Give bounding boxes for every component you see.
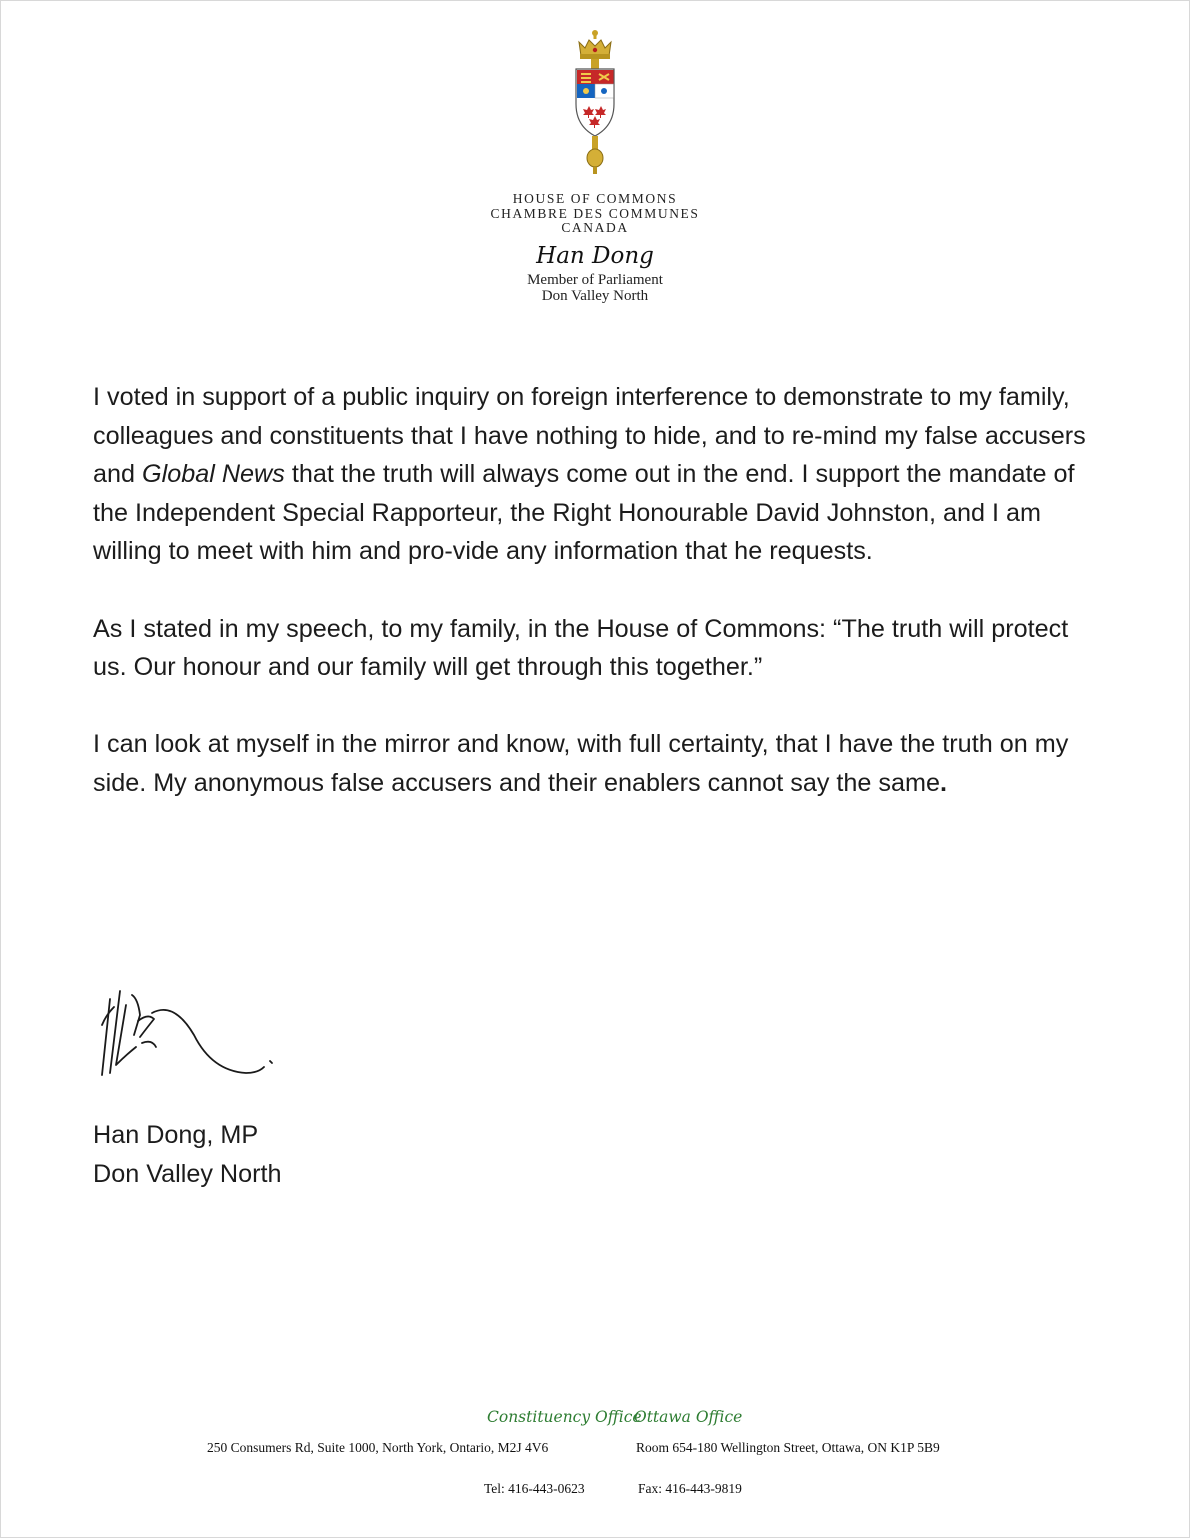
paragraph-1: [93, 378, 1093, 571]
telephone-number: Tel: 416-443-0623: [484, 1481, 585, 1496]
letterhead-mp-name: Han Dong: [536, 242, 654, 269]
paragraph-1-text-a: I voted in support of a public inquiry on foreign interference to demonstrate to my family, colleagues and constituents that I have nothing to hide, and to re-mind my false accusers and: [93, 383, 1086, 489]
paragraph-3: [93, 725, 1093, 802]
letterhead: [0, 28, 1190, 304]
letterhead-mp-title: Member of Parliament: [527, 271, 663, 288]
constituency-address: 250 Consumers Rd, Suite 1000, North York, Ontario, M2J 4V6: [207, 1440, 549, 1455]
ottawa-office-label: Ottawa Office: [634, 1408, 743, 1426]
constituency-office-label: Constituency Office: [487, 1408, 642, 1426]
paragraph-1-italic-source: Global News: [142, 460, 285, 489]
handwritten-signature-icon: [96, 985, 286, 1085]
closing-block: [93, 1116, 282, 1193]
letter-body: [93, 378, 1093, 841]
paragraph-3-end: .: [940, 768, 948, 797]
fax-number: Fax: 416-443-9819: [638, 1481, 742, 1496]
country-name: CANADA: [561, 220, 629, 235]
institution-name-en: HOUSE OF COMMONS: [512, 191, 678, 206]
closing-riding: Don Valley North: [93, 1159, 282, 1188]
paragraph-2: As I stated in my speech, to my family, in the House of Commons: “The truth will protect us. Our honour and our family will get through this together.”: [93, 614, 1069, 682]
closing-name: Han Dong, MP: [93, 1121, 259, 1149]
paragraph-1-text-b: that the truth will always come out in the end. I support the mandate of the Independent Special Rapporteur, the Right Honourable David Johnston, and I am willing to meet with him and pro-vide any information that he requests.: [93, 460, 1075, 566]
paragraph-3-text: I can look at myself in the mirror and know, with full certainty, that I have the truth on my side. My anonymous false accusers and their enablers cannot say the same: [93, 730, 1069, 797]
ottawa-address: Room 654-180 Wellington Street, Ottawa, ON K1P 5B9: [636, 1440, 940, 1455]
house-of-commons-crest-icon: [565, 28, 625, 178]
institution-name-fr: CHAMBRE DES COMMUNES: [490, 205, 700, 221]
letterhead-riding: Don Valley North: [541, 287, 649, 304]
